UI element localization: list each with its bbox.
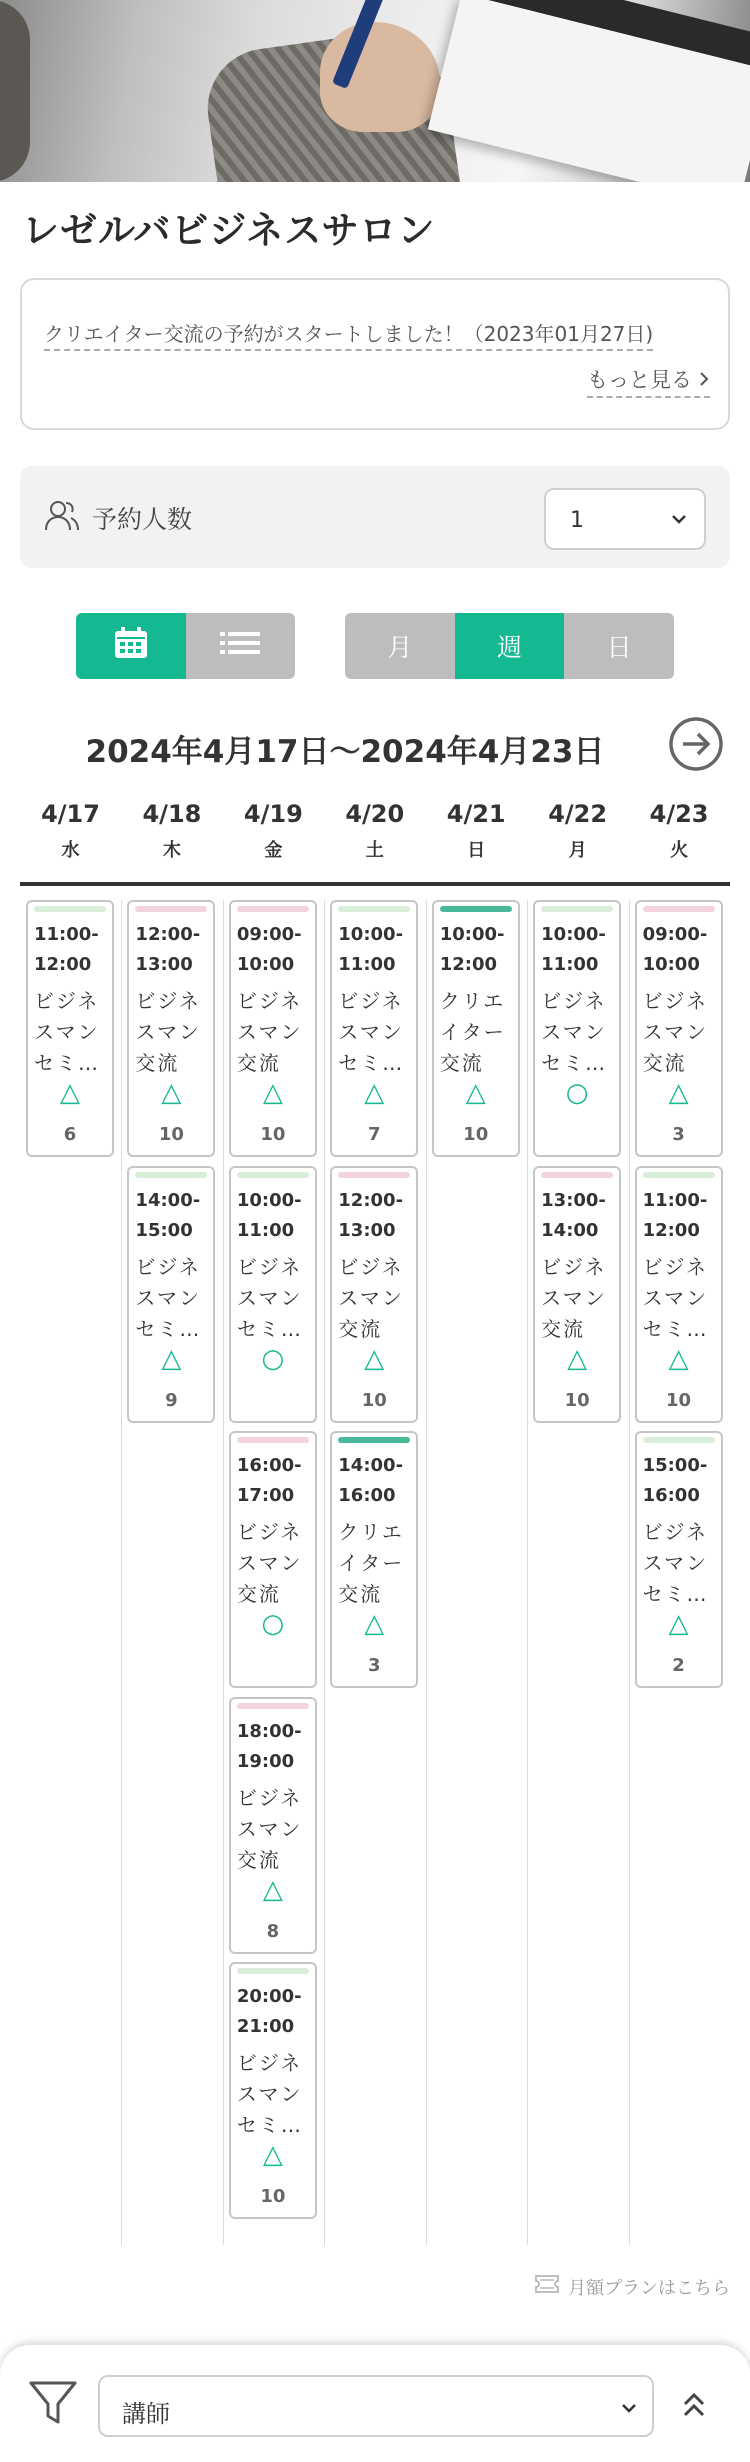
slot-name: ビジネスマンセミ… <box>34 989 100 1075</box>
availability-mark: ○ <box>261 1609 285 1639</box>
day-weekday: 土 <box>365 840 384 861</box>
range-toggle <box>345 613 674 679</box>
time-slot-card[interactable] <box>229 1697 317 1954</box>
remaining-count: 10 <box>260 2186 286 2207</box>
remaining-count: 10 <box>361 1389 387 1411</box>
month-button[interactable]: 月 <box>345 613 455 679</box>
column-divider <box>324 900 325 2245</box>
reservation-count-box <box>20 466 730 568</box>
slot-time: 09:00- 10:00 <box>236 924 302 975</box>
slot-name: ビジネスマンセミ… <box>338 989 405 1075</box>
monthly-plan-link[interactable] <box>532 2270 730 2303</box>
availability-mark: △ <box>161 1343 182 1374</box>
monthly-plan-label: 月額プランはこちら <box>568 2277 730 2299</box>
slot-name: ビジネスマン交流 <box>338 1254 404 1341</box>
slot-time: 11:00- 12:00 <box>642 1189 708 1241</box>
people-icon <box>44 500 80 532</box>
time-slot-card[interactable] <box>635 1166 723 1423</box>
slot-name: ビジネスマンセミ… <box>236 2051 303 2137</box>
day-header <box>324 800 425 862</box>
time-slot-card[interactable] <box>229 1962 317 2219</box>
slot-category-bar <box>237 906 309 912</box>
slot-name: クリエイター交流 <box>338 1520 405 1606</box>
availability-mark: △ <box>364 1609 385 1639</box>
slot-category-bar <box>541 1172 613 1178</box>
slot-time: 10:00- 11:00 <box>338 924 404 975</box>
remaining-count: 6 <box>63 1124 77 1145</box>
slot-category-bar <box>338 1437 410 1443</box>
time-slot-card[interactable] <box>635 1431 723 1688</box>
notice-link[interactable]: クリエイター交流の予約がスタートしました！（2023年01月27日) <box>44 318 653 351</box>
remaining-count: 10 <box>158 1124 184 1145</box>
time-slot-card[interactable] <box>330 900 418 1157</box>
day-weekday: 火 <box>670 840 689 861</box>
more-link[interactable] <box>587 364 710 398</box>
day-date: 4/19 <box>243 800 303 828</box>
day-weekday: 月 <box>568 840 587 861</box>
filter-icon[interactable] <box>28 2378 78 2428</box>
remaining-count: 10 <box>666 1389 692 1411</box>
slot-name: ビジネスマンセミ… <box>642 1254 709 1341</box>
day-date: 4/20 <box>345 800 405 828</box>
expand-footer-button[interactable] <box>676 2387 712 2423</box>
filter-footer <box>0 2345 750 2462</box>
slot-name: ビジネスマン交流 <box>236 1520 303 1606</box>
day-weekday: 金 <box>264 840 283 861</box>
slot-category-bar <box>338 906 410 912</box>
day-date: 4/17 <box>41 800 100 828</box>
availability-mark: △ <box>668 1609 689 1639</box>
day-date: 4/22 <box>548 800 608 828</box>
time-slot-card[interactable] <box>229 1431 317 1688</box>
chevron-down-icon <box>670 510 688 528</box>
availability-mark: △ <box>364 1078 385 1108</box>
slot-name: ビジネスマン交流 <box>541 1254 607 1341</box>
reservation-count-select[interactable] <box>544 488 706 550</box>
slot-category-bar <box>643 906 715 912</box>
reservation-count-value: 1 <box>570 508 584 533</box>
availability-mark: △ <box>161 1078 182 1108</box>
slot-category-bar <box>440 906 512 912</box>
column-divider <box>223 900 224 2245</box>
notice-box <box>20 278 730 430</box>
slot-time: 12:00- 13:00 <box>338 1189 404 1241</box>
remaining-count: 7 <box>368 1124 381 1145</box>
slot-name: ビジネスマンセミ… <box>236 1254 303 1341</box>
slot-category-bar <box>643 1437 715 1443</box>
list-icon <box>220 630 260 662</box>
day-date: 4/21 <box>446 800 506 828</box>
page-title: レゼルバビジネスサロン <box>22 209 436 252</box>
availability-mark: △ <box>364 1343 385 1374</box>
availability-mark: ○ <box>565 1078 589 1108</box>
remaining-count: 2 <box>672 1655 685 1676</box>
time-slot-card[interactable] <box>229 900 317 1157</box>
list-view-button[interactable] <box>186 613 296 679</box>
ticket-icon <box>532 2270 568 2303</box>
next-week-button[interactable] <box>668 716 724 772</box>
remaining-count: 10 <box>564 1389 590 1411</box>
slot-category-bar <box>643 1172 715 1178</box>
calendar-icon <box>113 626 149 666</box>
day-date: 4/18 <box>142 800 202 828</box>
day-header <box>223 800 324 862</box>
day-weekday: 日 <box>467 840 486 861</box>
day-header <box>20 800 121 862</box>
time-slot-card[interactable] <box>533 900 621 1157</box>
day-header <box>527 800 628 862</box>
calendar-view-button[interactable] <box>76 613 186 679</box>
slot-time: 14:00- 16:00 <box>338 1455 404 1506</box>
availability-mark: △ <box>465 1078 486 1108</box>
time-slot-card[interactable] <box>26 900 114 1157</box>
remaining-count: 3 <box>672 1124 685 1145</box>
time-slot-card[interactable] <box>432 900 520 1157</box>
slot-name: ビジネスマン交流 <box>236 1785 303 1872</box>
availability-mark: ○ <box>261 1343 285 1374</box>
date-range-title: 2024年4月17日〜2024年4月23日 <box>85 734 605 770</box>
availability-mark: △ <box>668 1078 689 1108</box>
day-header <box>121 800 222 862</box>
slot-time: 09:00- 10:00 <box>642 924 708 975</box>
chevron-right-icon <box>698 368 710 392</box>
slot-category-bar <box>237 1968 309 1974</box>
time-slot-card[interactable] <box>127 900 215 1157</box>
slot-category-bar <box>541 906 613 912</box>
week-calendar-grid <box>20 900 730 2245</box>
slot-category-bar <box>135 906 207 912</box>
day-weekday: 水 <box>61 840 80 861</box>
reservation-count-label: 予約人数 <box>92 505 193 534</box>
time-slot-card[interactable] <box>229 1166 317 1423</box>
day-header <box>426 800 527 862</box>
time-slot-card[interactable] <box>330 1431 418 1688</box>
slot-time: 12:00- 13:00 <box>135 924 201 975</box>
week-button[interactable]: 週 <box>455 613 565 679</box>
weekday-header <box>20 800 730 886</box>
remaining-count: 10 <box>260 1124 286 1145</box>
time-slot-card[interactable] <box>127 1166 215 1423</box>
time-slot-card[interactable] <box>635 900 723 1157</box>
column-divider <box>426 900 427 2245</box>
day-button[interactable]: 日 <box>564 613 674 679</box>
hero-image <box>0 0 750 182</box>
availability-mark: △ <box>668 1343 689 1374</box>
slot-name: ビジネスマンセミ… <box>642 1520 709 1606</box>
slot-category-bar <box>34 906 106 912</box>
slot-time: 15:00- 16:00 <box>642 1455 708 1506</box>
slot-name: クリエイター交流 <box>439 989 506 1075</box>
chevron-down-icon <box>620 2399 638 2417</box>
time-slot-card[interactable] <box>330 1166 418 1423</box>
remaining-count: 3 <box>368 1655 381 1676</box>
slot-name: ビジネスマンセミ… <box>541 989 608 1075</box>
slot-time: 10:00- 11:00 <box>541 924 606 975</box>
column-divider <box>121 900 122 2245</box>
column-divider <box>527 900 528 2245</box>
day-weekday: 木 <box>162 840 181 861</box>
slot-time: 11:00- 12:00 <box>34 924 99 975</box>
availability-mark: △ <box>262 1078 283 1108</box>
availability-mark: △ <box>262 2140 283 2170</box>
view-toggle <box>76 613 295 679</box>
availability-mark: △ <box>60 1078 80 1108</box>
remaining-count: 9 <box>165 1389 178 1411</box>
slot-time: 10:00- 12:00 <box>439 924 505 975</box>
slot-time: 20:00- 21:00 <box>236 1986 302 2037</box>
more-link-label: もっと見る <box>587 368 692 392</box>
arrow-right-circle-icon <box>668 757 724 776</box>
time-slot-card[interactable] <box>533 1166 621 1423</box>
slot-category-bar <box>135 1172 207 1178</box>
slot-category-bar <box>338 1172 410 1178</box>
slot-category-bar <box>237 1703 309 1709</box>
instructor-select[interactable] <box>98 2375 654 2437</box>
instructor-select-value: 講師 <box>122 2400 170 2428</box>
availability-mark: △ <box>567 1343 588 1374</box>
remaining-count: 10 <box>463 1124 489 1145</box>
remaining-count: 8 <box>266 1920 280 1942</box>
slot-time: 14:00- 15:00 <box>135 1189 201 1241</box>
slot-name: ビジネスマンセミ… <box>135 1254 202 1341</box>
slot-time: 13:00- 14:00 <box>541 1189 606 1241</box>
day-date: 4/23 <box>649 800 709 828</box>
slot-time: 10:00- 11:00 <box>236 1189 302 1241</box>
slot-category-bar <box>237 1437 309 1443</box>
day-header <box>629 800 730 862</box>
slot-name: ビジネスマン交流 <box>135 989 202 1075</box>
availability-mark: △ <box>262 1874 283 1905</box>
double-chevron-up-icon <box>676 2408 712 2427</box>
slot-name: ビジネスマン交流 <box>236 989 303 1075</box>
column-divider <box>629 900 630 2245</box>
slot-time: 16:00- 17:00 <box>236 1455 302 1506</box>
slot-category-bar <box>237 1172 309 1178</box>
slot-time: 18:00- 19:00 <box>236 1720 302 1772</box>
slot-name: ビジネスマン交流 <box>642 989 709 1075</box>
